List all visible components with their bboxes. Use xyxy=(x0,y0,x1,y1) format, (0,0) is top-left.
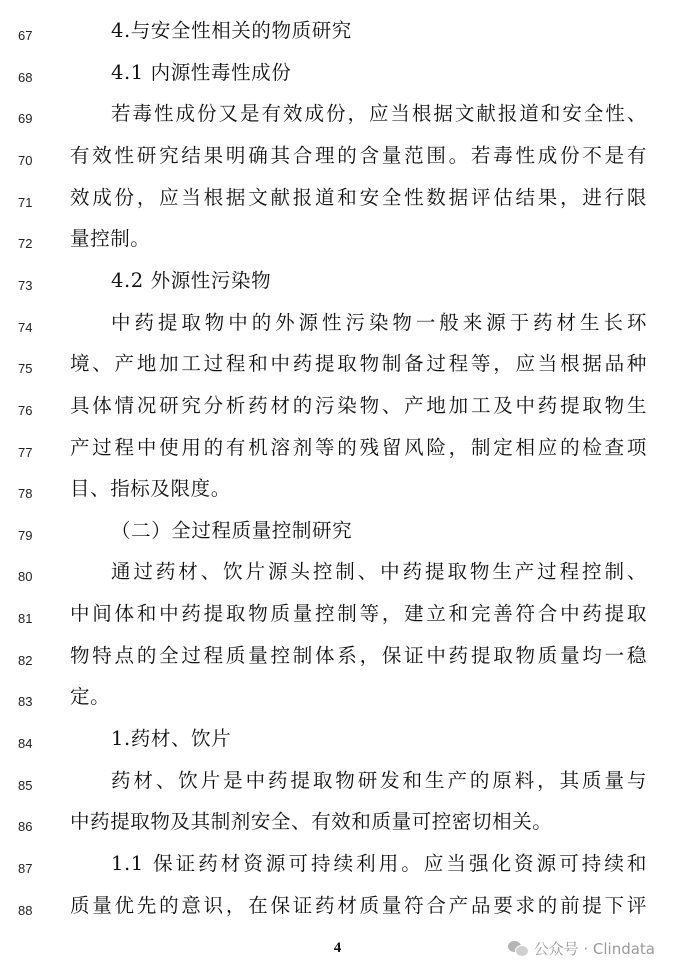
line-text: 通过药材、饮片源头控制、中药提取物生产过程控制、 xyxy=(111,560,647,584)
line-number: 84 xyxy=(18,736,33,752)
line-number: 69 xyxy=(18,111,33,127)
line-number: 71 xyxy=(18,194,33,210)
watermark-text: 公众号 · Clindata xyxy=(533,940,655,958)
document-line xyxy=(0,347,675,383)
line-number: 86 xyxy=(18,819,33,835)
line-text: 效成份，应当根据文献报道和安全性数据评估结果，进行限 xyxy=(70,185,647,209)
document-line xyxy=(0,472,675,508)
document-line xyxy=(0,389,675,425)
line-number: 87 xyxy=(18,861,33,876)
line-text: 1.药材、饮片 xyxy=(111,727,232,751)
document-line xyxy=(0,139,675,175)
document-line xyxy=(0,597,675,633)
line-text: 4.2 外源性污染物 xyxy=(111,268,272,292)
document-line xyxy=(0,56,675,92)
line-text: 药材、饮片是中药提取物研发和生产的原料，其质量与 xyxy=(111,768,647,792)
line-number: 73 xyxy=(18,277,33,293)
line-number: 77 xyxy=(18,444,33,460)
line-text: 定。 xyxy=(70,685,111,709)
line-text: 有效性研究结果明确其合理的含量范围。若毒性成份不是有 xyxy=(70,143,647,167)
watermark xyxy=(508,938,655,959)
line-text: 产过程中使用的有机溶剂等的残留风险，制定相应的检查项 xyxy=(70,435,647,459)
line-text: 目、指标及限度。 xyxy=(70,477,231,501)
document-line xyxy=(0,306,675,342)
line-number: 79 xyxy=(18,527,33,543)
line-number: 70 xyxy=(18,152,33,168)
line-text: 中间体和中药提取物质量控制等，建立和完善符合中药提取 xyxy=(70,602,647,626)
document-line xyxy=(0,889,675,925)
line-number: 88 xyxy=(18,902,33,918)
document-line xyxy=(0,639,675,675)
line-number: 67 xyxy=(18,28,33,43)
line-number: 68 xyxy=(18,69,33,85)
line-text: 物特点的全过程质量控制体系，保证中药提取物质量均一稳 xyxy=(70,643,647,667)
line-number: 83 xyxy=(18,694,33,710)
line-text: 具体情况研究分析药材的污染物、产地加工及中药提取物生 xyxy=(70,393,647,417)
line-number: 74 xyxy=(18,319,33,335)
document-line xyxy=(0,97,675,133)
line-text: 若毒性成份又是有效成份，应当根据文献报道和安全性、 xyxy=(111,102,647,126)
document-line xyxy=(0,14,675,50)
line-number: 81 xyxy=(18,611,33,627)
document-line xyxy=(0,555,675,591)
line-number: 82 xyxy=(18,652,33,668)
document-line xyxy=(0,680,675,716)
line-text: （二）全过程质量控制研究 xyxy=(111,518,353,542)
document-line xyxy=(0,722,675,758)
document-line xyxy=(0,847,675,883)
line-number: 85 xyxy=(18,777,33,793)
document-line xyxy=(0,805,675,841)
document-line xyxy=(0,181,675,217)
document-line xyxy=(0,264,675,300)
document-line xyxy=(0,514,675,550)
page-number: 4 xyxy=(333,940,342,956)
line-text: 中药提取物及其制剂安全、有效和质量可控密切相关。 xyxy=(70,810,553,834)
line-text: 4.1 内源性毒性成份 xyxy=(111,60,292,84)
document-line xyxy=(0,222,675,258)
line-text: 1.1 保证药材资源可持续利用。应当强化资源可持续和 xyxy=(111,852,647,875)
line-number: 75 xyxy=(18,361,33,377)
line-number: 78 xyxy=(18,486,33,502)
line-text: 4.与安全性相关的物质研究 xyxy=(111,19,352,42)
line-number: 72 xyxy=(18,236,33,252)
line-text: 量控制。 xyxy=(70,227,151,251)
line-text: 质量优先的意识，在保证药材质量符合产品要求的前提下评 xyxy=(70,893,647,917)
wechat-icon xyxy=(508,940,528,957)
line-number: 80 xyxy=(18,569,33,585)
document-line xyxy=(0,431,675,467)
line-text: 中药提取物中的外源性污染物一般来源于药材生长环 xyxy=(111,310,647,334)
line-text: 境、产地加工过程和中药提取物制备过程等，应当根据品种 xyxy=(70,352,647,376)
document-line xyxy=(0,764,675,800)
line-number: 76 xyxy=(18,402,33,418)
